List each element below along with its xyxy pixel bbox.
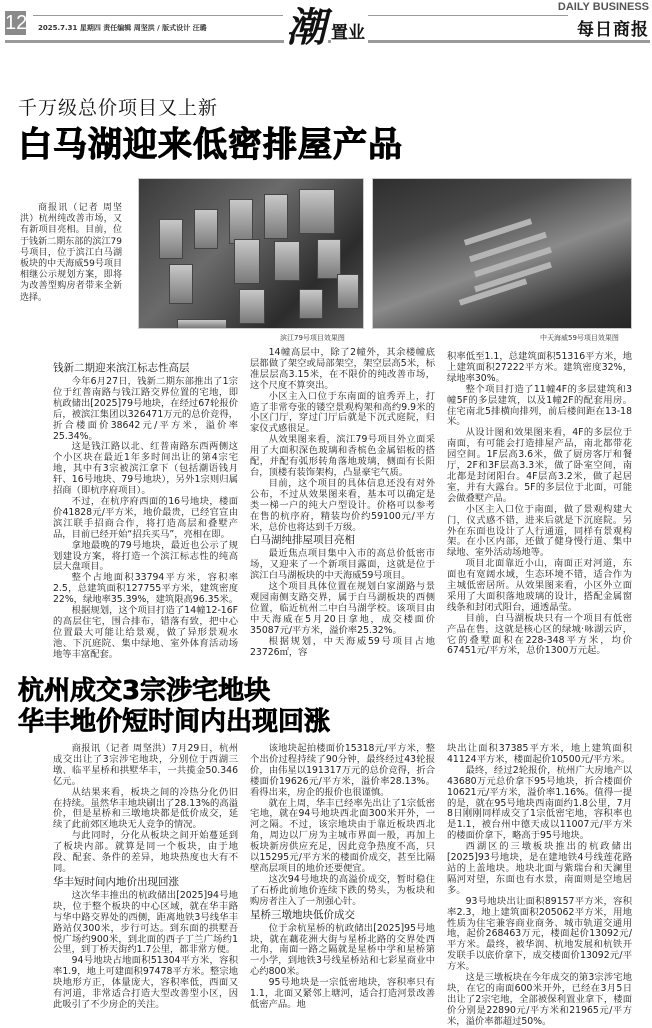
paragraph: 根据规划，中天海威59号项目占地23726㎡，容 bbox=[250, 635, 435, 658]
paragraph: 整个项目打造了11幢4F的多层建筑和3幢5F的多层建筑，以及1幢2F的配套用房。住宅南北5排横向排列，前后楼间距在13-18米。 bbox=[447, 383, 632, 428]
paragraph: 整个占地面积33794平方米，容积率2.5，总建筑面积127755平方米，建筑密度22%，绿地率35.39%，建筑限高96.35米。 bbox=[53, 572, 238, 606]
paper-english-name: DAILY BUSINESS bbox=[557, 1, 649, 13]
article2-column-1 bbox=[53, 744, 238, 1011]
photo2-caption: 中天海威59号项目效果图 bbox=[540, 334, 619, 342]
paragraph: 从结果来看，板块之间的冷热分化仍旧在持续。虽然华丰地块刷出了28.13%的高溢价，但是星桥和三墩地块都是低价成交，延续了此前郊区地块无人竞争的情况。 bbox=[53, 786, 238, 831]
header-rule bbox=[33, 15, 283, 16]
paragraph: 小区主入口位于东南面的谊秀弄上，打造了非常夸张的镂空景观构架和高约9.9米的小区门厅，穿过门厅后就是下沉式庭院，归家仪式感很足。 bbox=[250, 390, 435, 435]
section-heading: 华丰短时间内地价出现回涨 bbox=[53, 875, 179, 888]
article2-column-2 bbox=[250, 744, 435, 1011]
paragraph: 商报讯（记者 周坚洪）7月29日，杭州成交出让了3宗涉宅地块，分别位于西湖三墩、临平星桥和拱墅华丰，一共揽金50.346亿元。 bbox=[53, 743, 238, 787]
paragraph: 积率低至1.1，总建筑面积51316平方米，地上建筑面积27222平方米。建筑密度32%，绿地率30%。 bbox=[447, 351, 632, 384]
photo-zhongtian-59-rendering bbox=[372, 178, 632, 329]
photo1-caption: 滨江79号项目效果图 bbox=[280, 334, 345, 342]
paragraph: 94号地块占地面积51304平方米，容积率1.9，地上可建面积97478平方米。整宗地块地形方正，体量庞大，容积率低，西面又有河道，非常适合打造大型改善型小区，因此吸引了不少房企的关注。 bbox=[53, 955, 238, 1010]
paragraph: 目前，这个项目的具体信息还没有对外公布，不过从效果图来看，基本可以确定是类一梯一户的纯大户型设计。价格可以参考在售的杭序府，精装均价约59100元/平方米，总价也将达到千万级。 bbox=[250, 477, 435, 533]
photo-binjiang-79-rendering bbox=[138, 178, 364, 329]
paragraph: 该地块起拍楼面价15318元/平方米，整个出价过程持续了90分钟，最终经过43轮报价，由伟星以191317万元的总价竞得，折合楼面价19626元/平方米，溢价率28.13%。看得出来，房企的报价也很谨慎。 bbox=[250, 743, 435, 798]
paragraph: 从设计图和效果图来看，4F的多层位于南面，有可能会打造排屋产品，南北都带花园空间。1F层高3.6米，做了厨房客厅和餐厅，2F和3F层高3.3米，做了卧室空间，南北都是封闭阳台。4F层高3.2米，做了起居室，并有大露台。5F的多层位于北面，可能会做叠墅产品。 bbox=[447, 427, 632, 504]
header-rule bbox=[368, 15, 568, 16]
article1-column-1 bbox=[53, 361, 238, 661]
paragraph: 根据规划，这个项目打造了14幢12-16F的高层住宅，围合排布，错落有致，把中心位置最大可能让给景观，做了异形景观水池、下沉庭院、集中绿地、室外体育活动场地等丰富配套。 bbox=[53, 605, 238, 660]
paragraph: 最终，经过2轮报价，杭州广大房地产以43680万元总价拿下95号地块，折合楼面价10621元/平方米，溢价率1.16%。值得一提的是，就在95号地块西南面约1.8公里，7月8日刚刚同样成交了1宗低密宅地，容积率也是1.1，被台州中德天成以11007元/平方米的楼面价拿下，略高于95号地块。 bbox=[447, 764, 632, 842]
article2-column-3 bbox=[447, 744, 632, 1028]
paragraph: 今年6月27日，钱新二期东部推出了1宗位于红普南路与钱江路交界位置的宅地，即杭政储出[2025]79号地块，在经过67轮报价后，被滨江集团以326471万元的总价竞得，折合楼面价38642元/平方米，溢价率25.34%。 bbox=[53, 376, 238, 442]
paragraph: 块出让面积37385平方米，地上建筑面积41124平方米，楼面起价10500元/平方米。 bbox=[447, 743, 632, 765]
section-heading: 钱新二期迎来滨江标志性高层 bbox=[53, 362, 190, 374]
article1-title: 白马湖迎来低密排屋产品 bbox=[18, 125, 403, 165]
article1-column-3 bbox=[447, 352, 632, 657]
section-name: 置业 bbox=[331, 18, 368, 43]
paragraph: 从效果图来看，滨江79号项目外立面采用了大面积深色玻璃和香槟色金属铝板的搭配，并配有弧形转角落地玻璃，侧面有长阳台，顶楼有装饰架构，凸显豪宅气质。 bbox=[250, 434, 435, 478]
paragraph: 与此同时，分化从板块之间开始蔓延到了板块内部。就算是同一个板块，由于地段、配套、条件的差异，地块热度也大有不同。 bbox=[53, 830, 238, 874]
article1-lead: 商报讯（记者 周坚洪）杭州纯改善市场，又有新项目亮相。目前，位于钱新二期东部的滨江79号项目，位于滨江白马湖板块的中天海威59号项目相继公示规划方案，即将为改善型购房者带来全新选择。 bbox=[20, 203, 122, 303]
article2-title-line2: 华丰地价短时间内出现回涨 bbox=[18, 707, 331, 737]
paragraph: 拿地最晚的79号地块，最近也公示了规划建设方案，将打造一个滨江标志性的纯高层大盘项目。 bbox=[53, 539, 238, 573]
paragraph: 目前，白马湖板块只有一个项目有低密产品在售，这就是核心区的绿城·咏湖云庐，它的叠墅面积在228-348平方米，均价67451元/平方米，总价1300万元起。 bbox=[447, 612, 632, 657]
paragraph: 93号地块出让面积89157平方米，容积率2.3，地上建筑面积205062平方米，用地性质为住宅兼容商业商务、城市轨道交通用地，起价268463万元，楼面起价13092元/平方米。最终，被华润、杭地发展和杭铁开发联手以底价拿下，成交楼面价13092元/平方米。 bbox=[447, 895, 632, 973]
section-heading: 白马湖纯排屋项目亮相 bbox=[250, 534, 355, 547]
paragraph: 14幢高层中，除了2幢外，其余楼幢底层都做了架空或局部架空，架空层高5米，标准层层高3.15米，在不限价的纯改善市场，这个尺度不算突出。 bbox=[250, 347, 435, 391]
paragraph: 这次华丰推出的杭政储出[2025]94号地块，位于整个板块的中心区域，就在华丰路与华中路交界处的西侧，距离地铁3号线华丰路站仅300米，步行可达。到东面的拱墅吾悦广场约900米，到北面的西子丁兰广场约1公里，到丁桥天街约1.7公里，都非常方便。 bbox=[53, 889, 238, 956]
paragraph: 这是三墩板块在今年成交的第3宗涉宅地块，在它的南面600米开外，已经在3月5日出让了2宗宅地，全部被保利置业拿下，楼面价分别是22890元/平方米和21965元/平方米，溢价率都超过50%。 bbox=[447, 972, 632, 1027]
paragraph: 项目北面靠近小山，南面正对河道，东面也有宽阔水域，生态环境不错，适合作为主城低密居所。从效果图来看，小区外立面采用了大面积落地玻璃的设计，搭配金属窗线条和封闭式阳台，通透晶莹。 bbox=[447, 558, 632, 613]
section-logo: 潮 bbox=[284, 0, 328, 53]
paragraph: 就在上周，华丰已经率先出让了1宗低密宅地，就在94号地块西北面300米开外，一河之隔。不过，该宗地块由于靠近板块西北角，周边以厂房为主城市界面一般，再加上板块新房供应充足，因此竞争热度不高，只以15295元/平方米的楼面价成交，甚至比隔壁高层项目的地价还要便宜。 bbox=[250, 797, 435, 874]
paragraph: 这个项目具体位置在规划白家湖路与景观园南侧支路交界，属于白马湖板块的西侧位置，临近杭州二中白马湖学校。该项目由中天海威在5月20日拿地，成交楼面价35087元/平方米，溢价率25.32%。 bbox=[250, 581, 435, 636]
article2-title-line1: 杭州成交3宗涉宅地块 bbox=[18, 676, 271, 706]
paragraph: 95号地块是一宗低密地块，容积率只有1.1，北面又紧邻上塘河，适合打造河景改善低密产品。地 bbox=[250, 977, 435, 1010]
paragraph: 位于余杭星桥的杭政储出[2025]95号地块，就在藕花洲大街与星桥北路的交界处西北角，南面一路之隔就是星桥中学和星桥第一小学，到地铁3号线星桥站和七彩星商业中心约800米。 bbox=[250, 922, 435, 978]
paragraph: 这次94号地块的高溢价成交，暂时稳住了石桥此前地价连续下跌的势头，为板块和购房者注入了一剂强心针。 bbox=[250, 873, 435, 907]
article1-subtitle: 千万级总价项目又上新 bbox=[18, 97, 219, 119]
paragraph: 这是钱江路以北、红普南路东西两侧这个小区块在最近1年多时间出让的第4宗宅地，其中有3宗被滨江拿下（包括潮语钱月轩、16号地块、79号地块），另外1宗则归属招商（即杭序府项目）。 bbox=[53, 441, 238, 497]
paragraph: 不过，在杭序府西面的16号地块，楼面价41828元/平方米，地价最贵，已经官宣由滨江联手招商合作，将打造高层和叠墅产品，目前已经开始“招兵买马”，亮相在即。 bbox=[53, 495, 238, 540]
page-number: 12 bbox=[5, 12, 28, 34]
paragraph: 西湖区的三墩板块推出的杭政储出[2025]93号地块，是在建地铁4号线莲花路站的上盖地块。地块北面与紫瑞台和天澜里隔河对望，东面也有水景，南面则是空地居多。 bbox=[447, 841, 632, 896]
article1-column-2 bbox=[250, 348, 435, 658]
section-heading: 星桥三墩地块低价成交 bbox=[250, 908, 355, 921]
paper-name: 每日商报 bbox=[577, 20, 649, 40]
paragraph: 最近焦点项目集中入市的高总价低密市场，又迎来了一个新项目露面，这就是位于滨江白马湖板块的中天海威59号项目。 bbox=[250, 548, 435, 582]
dateline: 2025.7.31 星期四 责任编辑 周坚洪 / 版式设计 汪璐 bbox=[38, 24, 207, 32]
paragraph: 小区主入口位于南面，做了景观构建大门，仪式感不错，进来后就是下沉庭院。另外在东面也设计了人行通道，同样有景观构架。在小区内部，还做了健身慢行道、集中绿地、室外活动场地等。 bbox=[447, 503, 632, 559]
article2-title bbox=[18, 676, 330, 738]
